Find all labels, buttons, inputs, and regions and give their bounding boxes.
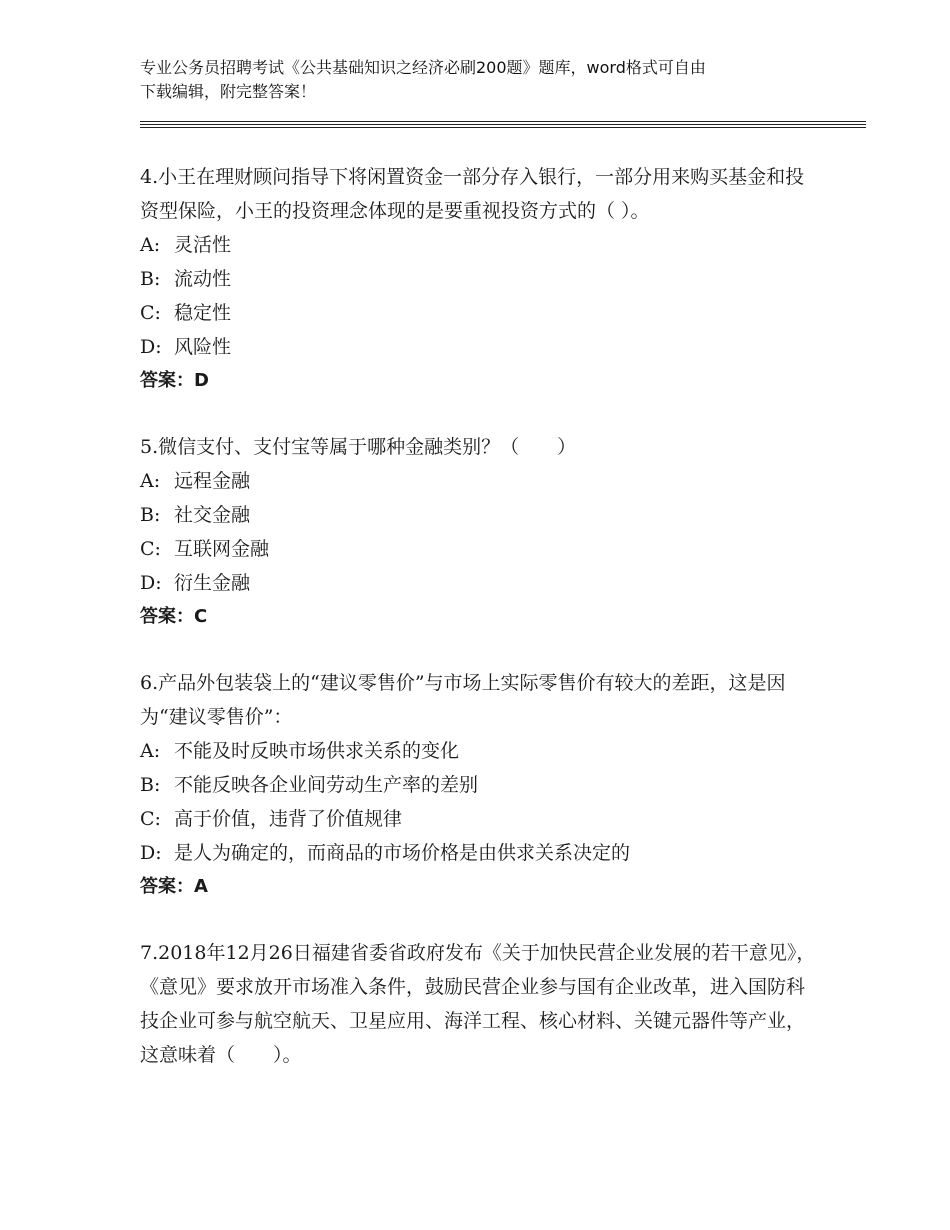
option-d: [140, 836, 820, 870]
option-text: 远程金融: [174, 470, 251, 492]
header-divider-line: [140, 121, 866, 122]
option-text: 互联网金融: [174, 538, 270, 560]
option-text: 不能及时反映市场供求关系的变化: [174, 740, 460, 762]
header-divider-line: [140, 127, 866, 128]
question-list: [140, 160, 820, 1104]
question-item: [140, 666, 820, 904]
header-divider-line: [140, 124, 866, 125]
option-letter: D:: [140, 842, 162, 864]
option-text: 高于价值，违背了价值规律: [174, 808, 403, 830]
option-c: [140, 802, 820, 836]
question-stem: 7.2018年12月26日福建省委省政府发布《关于加快民营企业发展的若干意见》，《意见》要求放开市场准入条件，鼓励民营企业参与国有企业改革，进入国防科技企业可参与航空航天、卫星应用、海洋工程、核心材料、关键元器件等产业，这意味着（ ）。: [140, 942, 816, 1066]
question-stem: 5.微信支付、支付宝等属于哪种金融类别？（ ）: [140, 436, 577, 458]
question-stem: 4.小王在理财顾问指导下将闲置资金一部分存入银行，一部分用来购买基金和投资型保险，小王的投资理念体现的是要重视投资方式的（ ）。: [140, 166, 805, 222]
document-header: 专业公务员招聘考试《公共基础知识之经济必刷200题》题库，word格式可自由 下载编辑，附完整答案！: [140, 58, 706, 101]
option-text: 稳定性: [174, 302, 232, 324]
answer-line: 答案：C: [140, 606, 208, 627]
option-letter: A:: [140, 234, 161, 256]
option-text: 衍生金融: [174, 572, 251, 594]
option-b: [140, 262, 820, 296]
option-letter: C:: [140, 808, 161, 830]
option-a: [140, 464, 820, 498]
option-c: [140, 296, 820, 330]
option-a: [140, 734, 820, 768]
answer-line: 答案：A: [140, 876, 208, 897]
option-text: 是人为确定的，而商品的市场价格是由供求关系决定的: [174, 842, 631, 864]
option-letter: B:: [140, 504, 161, 526]
option-text: 灵活性: [174, 234, 232, 256]
option-letter: B:: [140, 774, 161, 796]
option-letter: A:: [140, 470, 161, 492]
option-b: [140, 498, 820, 532]
option-letter: A:: [140, 740, 161, 762]
question-item: [140, 160, 820, 398]
option-a: [140, 228, 820, 262]
option-letter: D:: [140, 572, 162, 594]
option-text: 不能反映各企业间劳动生产率的差别: [174, 774, 479, 796]
option-b: [140, 768, 820, 802]
answer-line: 答案：D: [140, 370, 209, 391]
option-letter: C:: [140, 538, 161, 560]
option-text: 社交金融: [174, 504, 251, 526]
option-c: [140, 532, 820, 566]
option-letter: C:: [140, 302, 161, 324]
option-text: 流动性: [174, 268, 232, 290]
question-item: [140, 936, 820, 1072]
option-text: 风险性: [174, 336, 232, 358]
question-stem: 6.产品外包装袋上的“建议零售价”与市场上实际零售价有较大的差距，这是因为“建议零售价”：: [140, 672, 786, 728]
option-letter: D:: [140, 336, 162, 358]
option-letter: B:: [140, 268, 161, 290]
option-d: [140, 566, 820, 600]
question-item: [140, 430, 820, 634]
option-d: [140, 330, 820, 364]
